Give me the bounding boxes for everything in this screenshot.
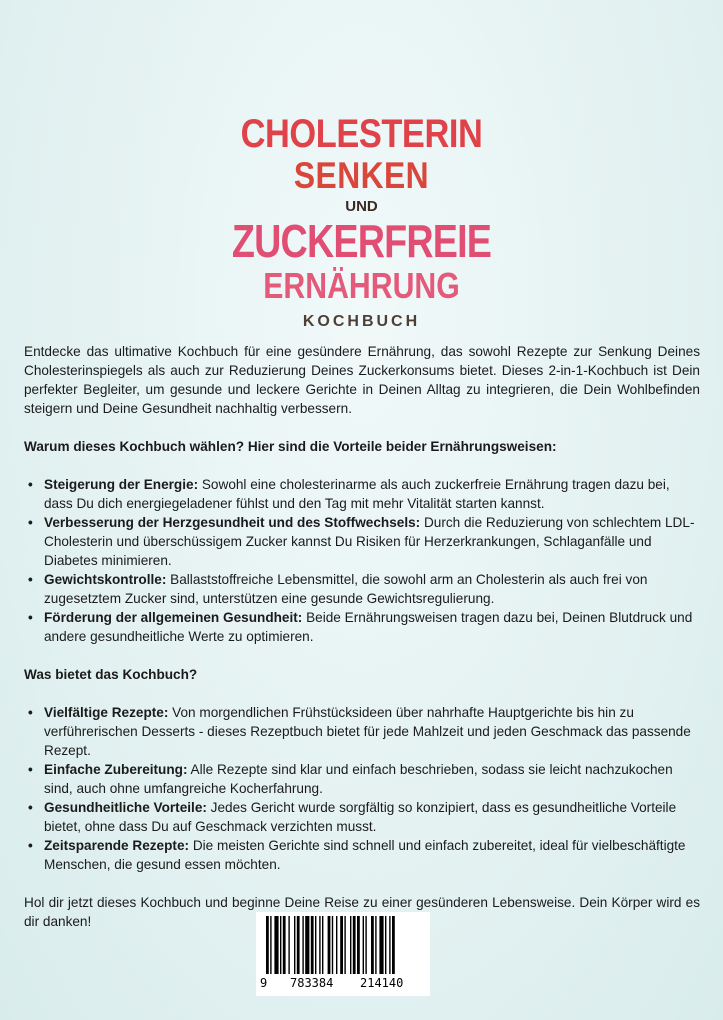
barcode-bar — [344, 916, 345, 974]
list-item-text: Beide Ernährungsweisen tragen dazu bei, Deinen Blutdruck und andere gesundheitliche Werte zu optimieren. — [44, 610, 693, 644]
barcode-bar — [294, 916, 295, 974]
barcode-bar — [274, 916, 278, 974]
list-item-text: Durch die Reduzierung von schlechtem LDL-Cholesterin und überschüssigem Zucker kannst Du Risiken für Herzerkrankungen, Schlaganfälle und Diabetes minimieren. — [44, 515, 695, 568]
list-item-text: Sowohl eine cholesterinarme als auch zuckerfreie Ernährung tragen dazu bei, dass Du dich energiegeladener fühlst und den Tag mit mehr Vitalität starten kannst. — [44, 477, 670, 511]
barcode-bar — [297, 916, 300, 974]
barcode-bar — [302, 916, 303, 974]
list-item — [44, 608, 700, 646]
back-cover-text — [24, 342, 700, 931]
list-item-label: Förderung der allgemeinen Gesundheit: — [44, 610, 303, 625]
list-item-label: Zeitsparende Rezepte: — [44, 838, 190, 853]
list-item-text: Jedes Gericht wurde sorgfältig so konzipiert, dass es gesundheitliche Vorteile bietet, ohne dass Du auf Geschmack verzichten musst. — [44, 800, 677, 834]
title-cholesterin: CHOLESTERIN — [240, 112, 483, 156]
barcode-bar — [311, 916, 314, 974]
barcode-bar — [336, 916, 337, 974]
closing-paragraph: Hol dir jetzt dieses Kochbuch und beginne Deine Reise zu einer gesünderen Lebensweise. Dein Körper wird es dir danken! — [24, 895, 700, 929]
barcode-bar — [379, 916, 383, 974]
barcode-bar — [322, 916, 323, 974]
list-item-label: Einfache Zubereitung: — [44, 762, 188, 777]
barcode-bar — [328, 916, 331, 974]
barcode-bar — [315, 916, 316, 974]
section1-heading: Warum dieses Kochbuch wählen? Hier sind die Vorteile beider Ernährungsweisen: — [24, 439, 557, 454]
barcode-bar — [283, 916, 286, 974]
barcode-bars — [256, 912, 430, 976]
barcode-digit-first: 9 — [260, 976, 268, 990]
list-item — [44, 798, 700, 836]
list-item-label: Verbesserung der Herzgesundheit und des Stoffwechsels: — [44, 515, 421, 530]
barcode-bar — [389, 916, 390, 974]
list-item-label: Gewichtskontrolle: — [44, 572, 167, 587]
barcode-bar — [319, 916, 320, 974]
barcode-bar — [385, 916, 386, 974]
barcode-bar — [365, 916, 366, 974]
section2-heading: Was bietet das Kochbuch? — [24, 667, 198, 682]
list-item — [44, 703, 700, 760]
list-item-label: Steigerung der Energie: — [44, 477, 199, 492]
barcode-bar — [375, 916, 376, 974]
barcode-bar — [392, 916, 395, 974]
barcode-bar — [332, 916, 333, 974]
list-item-label: Gesundheitliche Vorteile: — [44, 800, 207, 815]
barcode-bar — [353, 916, 356, 974]
title-zuckerfreie: ZUCKERFREIE — [231, 215, 492, 267]
barcode-bar — [288, 916, 289, 974]
barcode-bar — [363, 916, 364, 974]
title-ernaehrung: ERNÄHRUNG — [263, 265, 460, 306]
barcode-bar — [350, 916, 351, 974]
list-item-text: Alle Rezepte sind klar und einfach beschrieben, sodass sie leicht nachzukochen sind, auch ohne umfangreiche Kocherfahrung. — [44, 762, 673, 796]
isbn-barcode — [256, 912, 430, 996]
list-item — [44, 760, 700, 798]
barcode-bar — [340, 916, 343, 974]
barcode-bar — [270, 916, 271, 974]
list-item — [44, 570, 700, 608]
barcode-group-right: 214140 — [360, 976, 404, 990]
list-item — [44, 475, 700, 513]
barcode-bar — [357, 916, 360, 974]
barcode-group-left: 783384 — [290, 976, 334, 990]
list-item — [44, 836, 700, 874]
list-item — [44, 513, 700, 570]
barcode-bar — [371, 916, 374, 974]
list-item-text: Die meisten Gerichte sind schnell und einfach zubereitet, ideal für vielbeschäftigte Menschen, die gesund essen möchten. — [44, 838, 686, 872]
barcode-bar — [305, 916, 309, 974]
barcode-bar — [266, 916, 269, 974]
benefits-list — [24, 475, 700, 646]
book-title — [0, 112, 723, 334]
title-senken: SENKEN — [293, 155, 430, 196]
barcode-digits — [256, 974, 430, 994]
barcode-bar — [280, 916, 281, 974]
list-item-text: Von morgendlichen Frühstücksideen über nahrhafte Hauptgerichte bis hin zu verführerischen Desserts - dieses Rezeptbuch bietet für jede Mahlzeit und jeden Geschmack das passende Rezept. — [44, 705, 691, 758]
list-item-text: Ballaststoffreiche Lebensmittel, die sowohl arm an Cholesterin als auch frei von zugesetztem Zucker sind, unterstützen eine gesunde Gewichtsregulierung. — [44, 572, 648, 606]
title-und: UND — [345, 198, 378, 215]
list-item-label: Vielfältige Rezepte: — [44, 705, 169, 720]
title-kochbuch: KOCHBUCH — [302, 313, 421, 330]
intro-paragraph: Entdecke das ultimative Kochbuch für eine gesündere Ernährung, das sowohl Rezepte zur Senkung Deines Cholesterinspiegels als auch zur Reduzierung Deines Zuckerkonsums bietet. Dieses 2-in-1-Kochbuch ist Dein perfekter Begleiter, um gesunde und leckere Gerichte in Deinen Alltag zu integrieren, die Dein Wohlbefinden steigern und Deine Gesundheit nachhaltig verbessern. — [24, 344, 700, 416]
features-list — [24, 703, 700, 874]
